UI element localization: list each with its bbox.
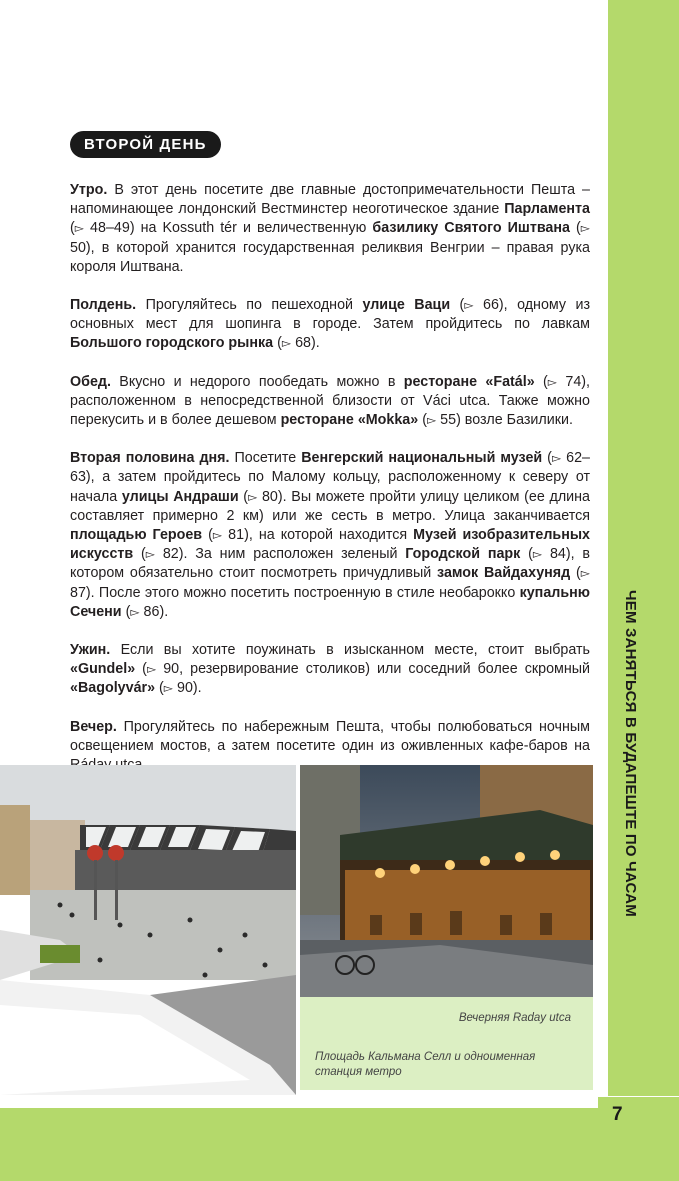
page-ref-arrow-icon: ▻ bbox=[212, 528, 223, 543]
page-ref: 68 bbox=[291, 335, 311, 352]
page-ref: 50 bbox=[70, 239, 86, 256]
place-name: Городской парк bbox=[405, 546, 521, 563]
square-illustration bbox=[0, 765, 296, 1095]
text: ). bbox=[192, 680, 202, 697]
text: Вкусно и недорого пообедать можно в bbox=[110, 373, 404, 390]
text: ( bbox=[570, 565, 581, 582]
paragraph-morning bbox=[70, 181, 590, 277]
page-ref-arrow-icon: ▻ bbox=[547, 374, 558, 389]
page-number: 7 bbox=[612, 1104, 623, 1125]
paragraph-heading: Вечер. bbox=[70, 718, 117, 735]
text: , резервирование столиков) или соседний более скромный bbox=[179, 661, 591, 678]
paragraph-heading: Обед. bbox=[70, 373, 111, 390]
page-ref-arrow-icon: ▻ bbox=[580, 221, 591, 236]
page-ref: 66 bbox=[473, 297, 499, 314]
place-name: базилику Святого Иштвана bbox=[372, 220, 570, 237]
page-ref: 90 bbox=[156, 661, 180, 678]
paragraph-heading: Полдень. bbox=[70, 297, 137, 314]
text: Прогуляйтесь по набережным Пешта, чтобы полюбоваться ночным освещением мостов, а затем посетите один из оживленных кафе-баров на bbox=[70, 718, 590, 754]
place-name: «Gundel» bbox=[70, 661, 136, 678]
page-ref-arrow-icon: ▻ bbox=[145, 547, 155, 562]
chapter-side-title: ЧЕМ ЗАНЯТЬСЯ В БУДАПЕШТЕ ПО ЧАСАМ bbox=[622, 590, 639, 917]
place-name: Парламента bbox=[504, 201, 590, 218]
page-ref: 90 bbox=[173, 680, 193, 697]
section-title-badge: ВТОРОЙ ДЕНЬ bbox=[70, 131, 221, 158]
place-name: Большого городского рынка bbox=[70, 335, 274, 352]
paragraph-noon bbox=[70, 296, 590, 354]
itinerary-text bbox=[70, 181, 590, 794]
paragraph-lunch bbox=[70, 373, 590, 431]
place-name: Венгерский национальный музей bbox=[301, 450, 543, 467]
text: ), одному из основных мест для шопинга в городе. Затем пройдитесь по лавкам bbox=[70, 297, 591, 333]
page-ref-arrow-icon: ▻ bbox=[281, 336, 292, 351]
text: ( bbox=[542, 450, 552, 467]
side-color-strip bbox=[608, 0, 679, 1096]
place-name: площадью Героев bbox=[70, 527, 203, 544]
page-ref: 62–63 bbox=[70, 450, 591, 486]
page-ref: 81 bbox=[222, 527, 245, 544]
text: ( bbox=[450, 297, 465, 314]
page-ref: 82 bbox=[155, 546, 179, 563]
page-ref-arrow-icon: ▻ bbox=[74, 221, 84, 236]
text: Посетите bbox=[229, 450, 302, 467]
place-name: ресторане «Fatál» bbox=[403, 373, 535, 390]
text: ), в котором обязательно стоит посмотреть причудливый bbox=[70, 546, 590, 582]
text: ), на которой находится bbox=[244, 527, 414, 544]
page-ref: 87 bbox=[70, 584, 86, 601]
page-ref-arrow-icon: ▻ bbox=[163, 681, 174, 696]
bottom-right-band bbox=[598, 1138, 679, 1181]
text: ), расположенном в непосредственной близости от Váci utca. Также можно перекусить и в более дешевом bbox=[70, 373, 591, 429]
street-illustration bbox=[300, 765, 593, 997]
text: ( bbox=[418, 412, 427, 429]
caption-box bbox=[300, 997, 593, 1090]
text: ). bbox=[159, 603, 169, 620]
place-name: Музей изобразительных искусств bbox=[70, 527, 590, 563]
page-ref-arrow-icon: ▻ bbox=[464, 298, 474, 313]
text: ), а затем пройдитесь по Малому кольцу, расположенному к северу от начала bbox=[70, 469, 590, 505]
place-name: ресторане «Mokka» bbox=[280, 412, 419, 429]
text: Прогуляйтесь по пешеходной bbox=[136, 297, 363, 314]
page-ref-arrow-icon: ▻ bbox=[146, 662, 157, 677]
caption-szell-kalman: Площадь Кальмана Селл и одноименная станция метро bbox=[315, 1051, 536, 1078]
text: ) на Kossuth tér и величественную bbox=[129, 220, 373, 237]
text: ), в которой хранится государственная реликвия Венгрии – правая рука короля Иштвана. bbox=[70, 239, 590, 275]
page-ref: 48–49 bbox=[84, 220, 130, 237]
page-ref-arrow-icon: ▻ bbox=[248, 489, 258, 504]
place-name: купальню Сечени bbox=[70, 584, 590, 620]
paragraph-dinner bbox=[70, 641, 590, 699]
text: ( bbox=[534, 373, 548, 390]
place-name: улице Ваци bbox=[362, 297, 451, 314]
text: ). bbox=[310, 335, 320, 352]
photo-raday-utca bbox=[300, 765, 593, 997]
text: ( bbox=[133, 546, 146, 563]
page-ref-arrow-icon: ▻ bbox=[580, 566, 590, 581]
text: ( bbox=[520, 546, 533, 563]
text: ( bbox=[273, 335, 282, 352]
text: ( bbox=[121, 603, 131, 620]
place-name: «Bagolyvár» bbox=[70, 680, 156, 697]
text: Если вы хотите поужинать в изысканном месте, стоит выбрать bbox=[110, 642, 590, 659]
page-ref-arrow-icon: ▻ bbox=[130, 604, 140, 619]
text: ). Вы можете пройти улицу целиком (ее длина составляет примерно 2 км) или же сесть в метро. Улица заканчивается bbox=[70, 488, 591, 524]
text: ). За ним расположен зеленый bbox=[178, 546, 406, 563]
text: ). После этого можно посетить построенную в стиле необарокко bbox=[85, 584, 520, 601]
page-number-box bbox=[598, 1097, 679, 1138]
text: ( bbox=[135, 661, 147, 678]
text: ( bbox=[155, 680, 164, 697]
page-ref-arrow-icon: ▻ bbox=[551, 451, 562, 466]
paragraph-heading: Ужин. bbox=[70, 642, 111, 659]
text: ( bbox=[238, 488, 249, 505]
bottom-color-band bbox=[0, 1108, 598, 1181]
page-ref: 80 bbox=[257, 488, 278, 505]
place-name: улицы Андраши bbox=[121, 488, 239, 505]
page-ref-arrow-icon: ▻ bbox=[426, 413, 437, 428]
text: ( bbox=[70, 220, 75, 237]
caption-raday-utca: Вечерняя Raday utca bbox=[458, 1012, 571, 1024]
text: ) возле Базилики. bbox=[456, 412, 573, 429]
place-name: замок Вайдахуняд bbox=[437, 565, 571, 582]
page-ref: 74 bbox=[557, 373, 582, 390]
text: В этот день посетите две главные достопримечательности Пешта – напоминающее лондонский Вестминстер неоготическое здание bbox=[70, 182, 590, 218]
paragraph-heading: Вторая половина дня. bbox=[70, 450, 230, 467]
page-ref: 84 bbox=[542, 546, 566, 563]
page-ref-arrow-icon: ▻ bbox=[532, 547, 543, 562]
photo-szell-kalman-square bbox=[0, 765, 296, 1095]
text: ( bbox=[569, 220, 581, 237]
paragraph-afternoon bbox=[70, 449, 590, 622]
text: ( bbox=[202, 527, 213, 544]
page-ref: 55 bbox=[436, 412, 457, 429]
page-ref: 86 bbox=[139, 603, 160, 620]
paragraph-heading: Утро. bbox=[70, 182, 108, 198]
